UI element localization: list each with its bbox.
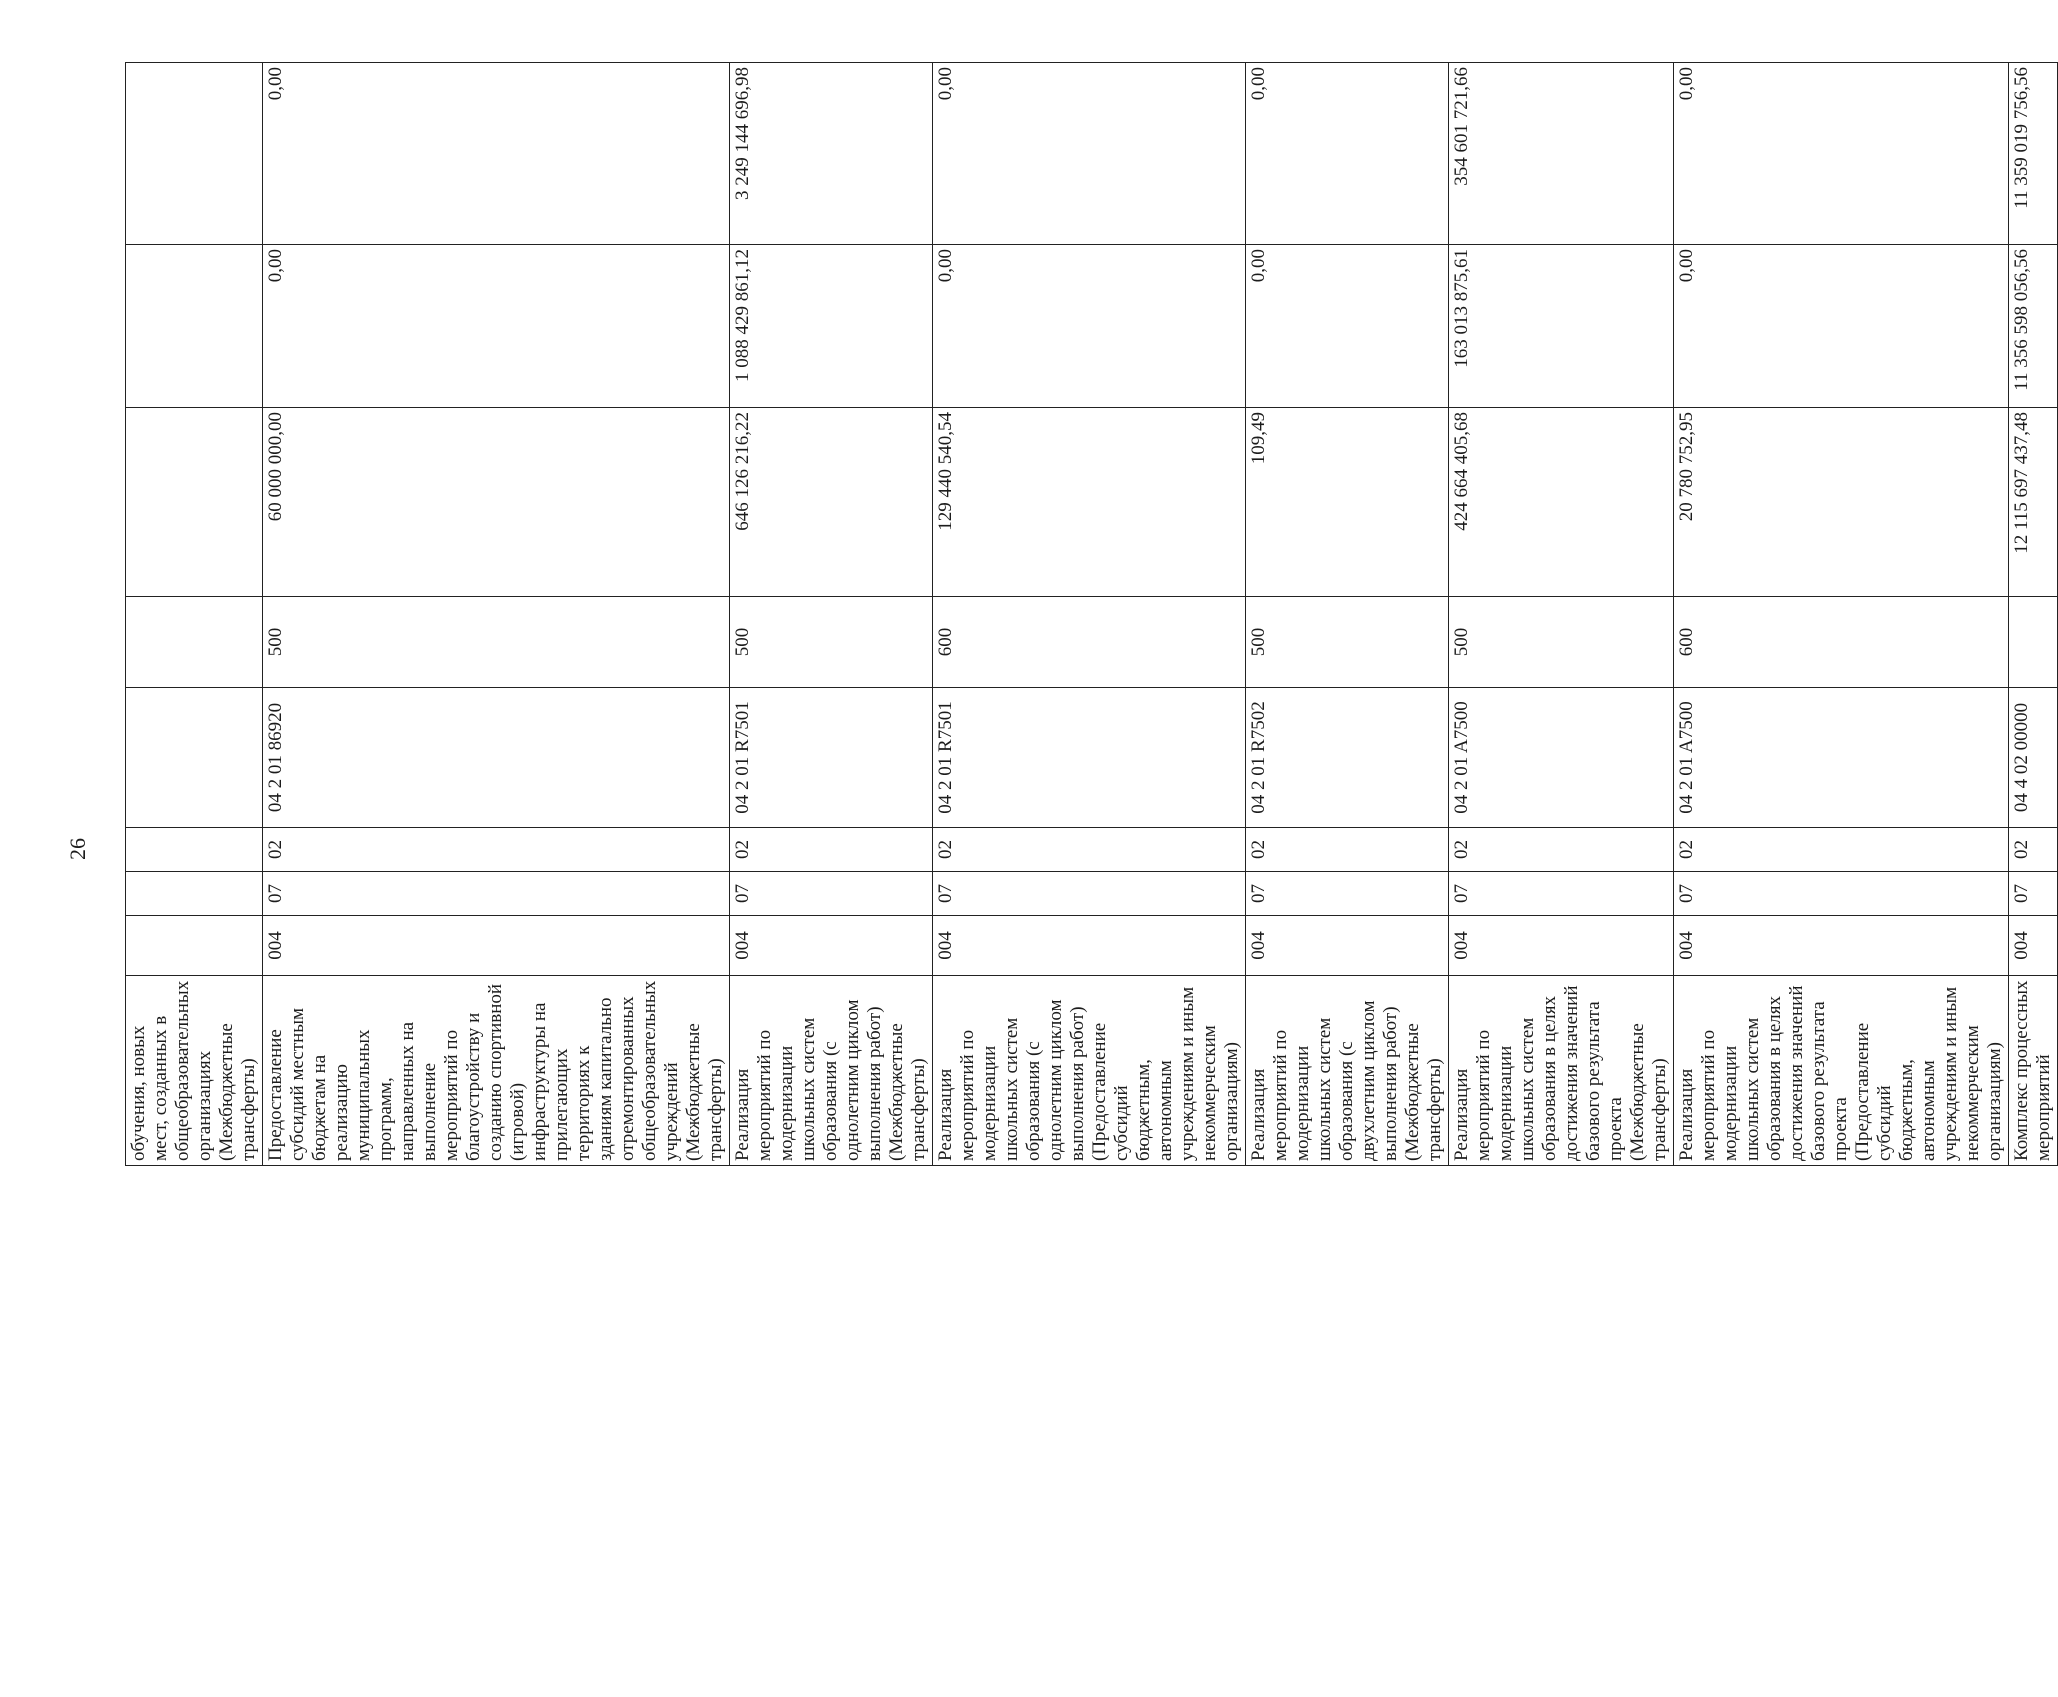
cell-target-article: 04 2 01 R7502 (1246, 688, 1449, 828)
cell-subsection: 02 (730, 828, 933, 872)
cell-expense-type: 500 (730, 597, 933, 688)
cell-amount-3: 354 601 721,66 (1449, 63, 1674, 245)
cell-amount-1: 424 664 405,68 (1449, 408, 1674, 597)
cell-expense-type (2009, 597, 2058, 688)
table-row (1449, 63, 1674, 1166)
cell-name: Реализация мероприятий по модернизации школьных систем образования (с двухлетним циклом выполнения работ) (Межбюджетные трансферты) (1246, 976, 1449, 1166)
cell-amount-2: 0,00 (1674, 245, 2009, 408)
cell-name: обучения, новых мест, созданных в общеобразовательных организациях (Межбюджетные трансферты) (126, 976, 263, 1166)
cell-grbs: 004 (1449, 916, 1674, 976)
rotated-table-sheet (125, 63, 2054, 1166)
cell-name: Реализация мероприятий по модернизации школьных систем образования в целях достижения значений базового результата проекта (Предоставление субсидий бюджетным, автономным учреждениям и иным некоммерческим организациям) (1674, 976, 2009, 1166)
cell-grbs (126, 916, 263, 976)
cell-subsection: 02 (263, 828, 730, 872)
cell-grbs: 004 (1246, 916, 1449, 976)
table-row (730, 63, 933, 1166)
cell-amount-2: 1 088 429 861,12 (730, 245, 933, 408)
cell-expense-type (126, 597, 263, 688)
cell-amount-3: 0,00 (933, 63, 1246, 245)
cell-name: Предоставление субсидий местным бюджетам на реализацию муниципальных программ, направленных на выполнение мероприятий по благоустройству и созданию спортивной (игровой) инфраструктуры на прилегающих территориях к зданиям капитально отремонтированных общеобразовательных учреждений (Межбюджетные трансферты) (263, 976, 730, 1166)
cell-amount-1: 646 126 216,22 (730, 408, 933, 597)
table-row (933, 63, 1246, 1166)
cell-amount-3: 3 249 144 696,98 (730, 63, 933, 245)
cell-subsection: 02 (1674, 828, 2009, 872)
cell-section: 07 (1246, 872, 1449, 916)
table-row (2009, 63, 2058, 1166)
cell-subsection: 02 (1246, 828, 1449, 872)
cell-grbs: 004 (933, 916, 1246, 976)
cell-expense-type: 500 (1449, 597, 1674, 688)
cell-subsection: 02 (933, 828, 1246, 872)
cell-section: 07 (730, 872, 933, 916)
cell-target-article: 04 2 01 A7500 (1674, 688, 2009, 828)
table-row (263, 63, 730, 1166)
cell-amount-3: 0,00 (263, 63, 730, 245)
cell-target-article: 04 2 01 A7500 (1449, 688, 1674, 828)
cell-expense-type: 600 (1674, 597, 2009, 688)
cell-name: Реализация мероприятий по модернизации школьных систем образования в целях достижения значений базового результата проекта (Межбюджетные трансферты) (1449, 976, 1674, 1166)
cell-amount-2: 11 356 598 056,56 (2009, 245, 2058, 408)
cell-section: 07 (1449, 872, 1674, 916)
cell-amount-1: 20 780 752,95 (1674, 408, 2009, 597)
cell-amount-1 (126, 408, 263, 597)
cell-amount-1: 109,49 (1246, 408, 1449, 597)
cell-grbs: 004 (730, 916, 933, 976)
cell-name: Реализация мероприятий по модернизации школьных систем образования (с однолетним циклом выполнения работ) (Межбюджетные трансферты) (730, 976, 933, 1166)
cell-expense-type: 500 (263, 597, 730, 688)
cell-expense-type: 600 (933, 597, 1246, 688)
cell-subsection (126, 828, 263, 872)
cell-target-article: 04 4 02 00000 (2009, 688, 2058, 828)
cell-amount-2: 0,00 (933, 245, 1246, 408)
cell-name: Реализация мероприятий по модернизации школьных систем образования (с однолетним циклом выполнения работ) (Предоставление субсидий бюджетным, автономным учреждениям и иным некоммерческим организациям) (933, 976, 1246, 1166)
cell-amount-1: 12 115 697 437,48 (2009, 408, 2058, 597)
cell-expense-type: 500 (1246, 597, 1449, 688)
cell-amount-2: 0,00 (263, 245, 730, 408)
cell-amount-1: 129 440 540,54 (933, 408, 1246, 597)
cell-section: 07 (2009, 872, 2058, 916)
page-number: 26 (65, 838, 90, 860)
cell-target-article: 04 2 01 86920 (263, 688, 730, 828)
cell-subsection: 02 (2009, 828, 2058, 872)
cell-target-article (126, 688, 263, 828)
budget-table (125, 62, 2058, 1166)
cell-amount-3 (126, 63, 263, 245)
cell-amount-3: 0,00 (1246, 63, 1449, 245)
cell-subsection: 02 (1449, 828, 1674, 872)
cell-name: Комплекс процессных мероприятий (2009, 976, 2058, 1166)
cell-section: 07 (263, 872, 730, 916)
cell-grbs: 004 (2009, 916, 2058, 976)
table-row (1674, 63, 2009, 1166)
cell-target-article: 04 2 01 R7501 (933, 688, 1246, 828)
cell-amount-2: 163 013 875,61 (1449, 245, 1674, 408)
cell-amount-2: 0,00 (1246, 245, 1449, 408)
cell-grbs: 004 (263, 916, 730, 976)
cell-amount-2 (126, 245, 263, 408)
cell-amount-1: 60 000 000,00 (263, 408, 730, 597)
cell-target-article: 04 2 01 R7501 (730, 688, 933, 828)
cell-grbs: 004 (1674, 916, 2009, 976)
cell-amount-3: 11 359 019 756,56 (2009, 63, 2058, 245)
table-row (126, 63, 263, 1166)
cell-section: 07 (933, 872, 1246, 916)
cell-section: 07 (1674, 872, 2009, 916)
cell-amount-3: 0,00 (1674, 63, 2009, 245)
cell-section (126, 872, 263, 916)
table-row (1246, 63, 1449, 1166)
